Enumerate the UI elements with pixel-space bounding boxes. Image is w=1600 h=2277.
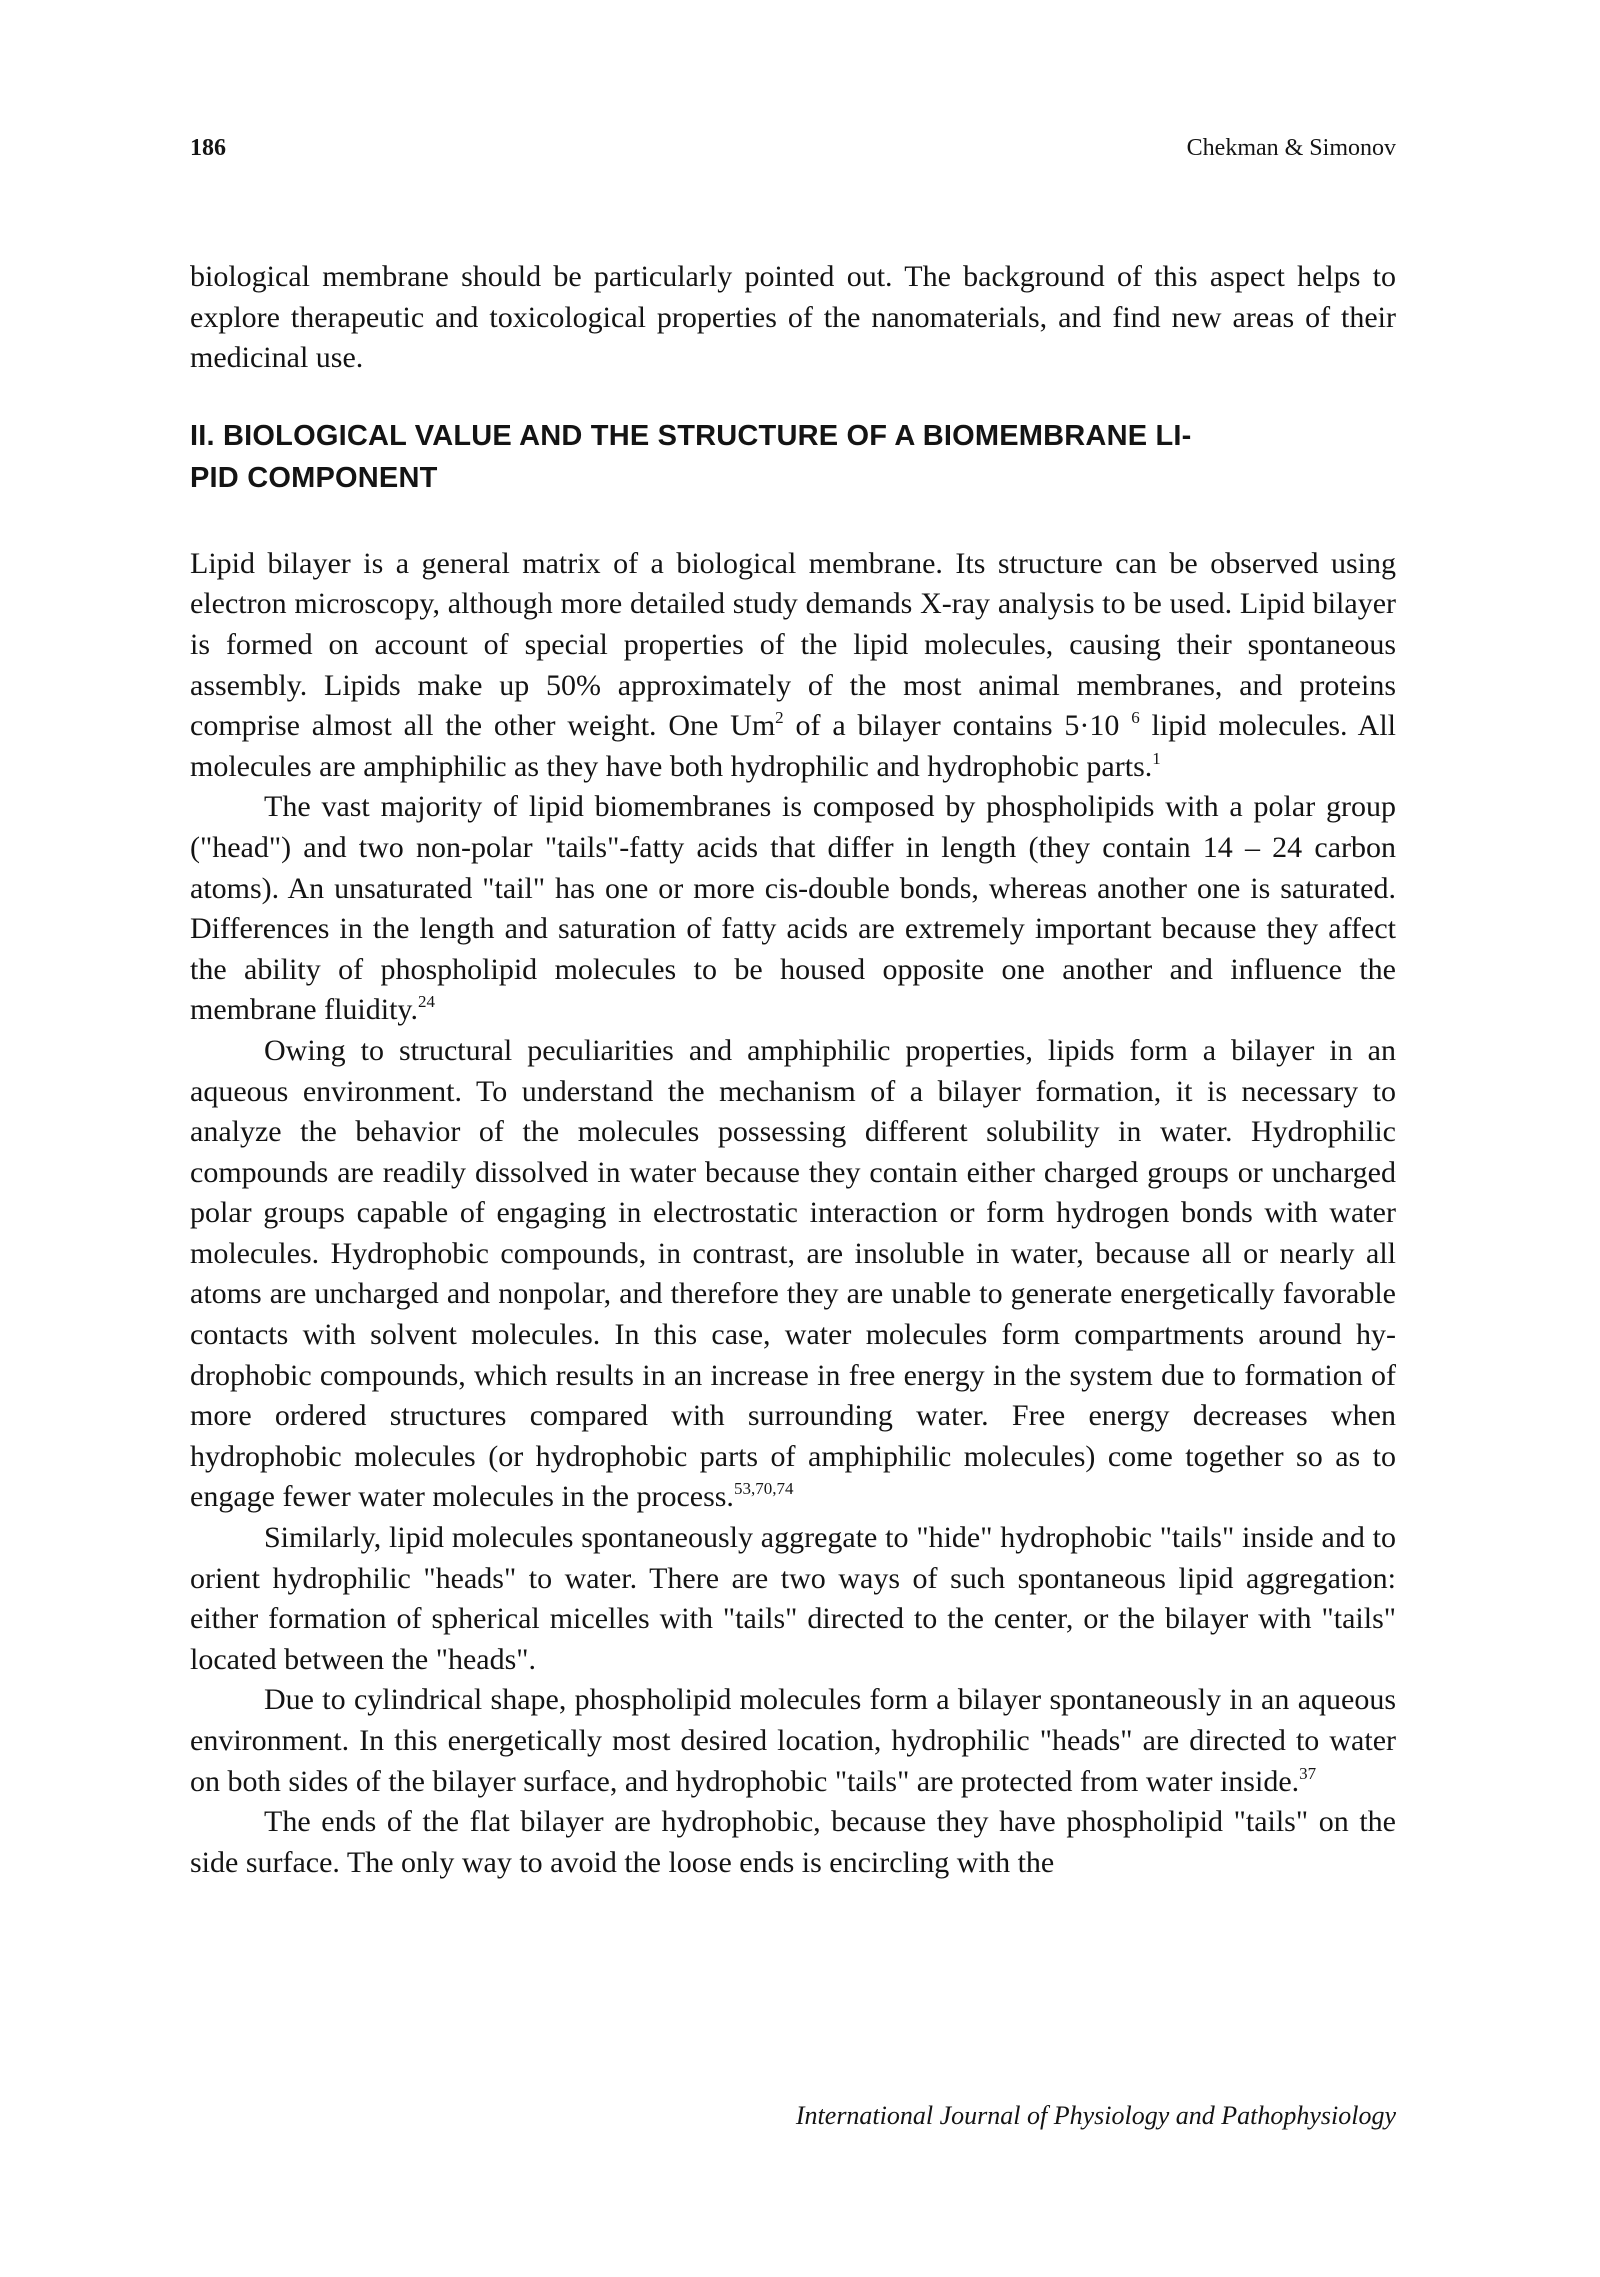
section-heading-line-1: II. BIOLOGICAL VALUE AND THE STRUCTURE OF A BIOMEMBRANE LI- [190, 419, 1192, 452]
paragraph-text: lipid molecules. All molecules are amphiphilic as they have both hydrophilic and hydrophobic parts. [190, 709, 1396, 783]
intro-paragraph: biological membrane should be particularly pointed out. The background of this aspect helps to explore therapeutic and toxicological properties of the nanomaterials, and find new areas of their medicinal use. [190, 260, 1396, 375]
running-header [190, 128, 1396, 168]
paragraph-text: Lipid bilayer is a general matrix of a biological membrane. Its structure can be observed using electron microscopy, although more detailed study demands X-ray analysis to be used. Lipid bilayer is formed on account of special properties of the lipid molecules, causing their spontaneous assembly. Lipids make up 50% approximately of the most animal membranes, and proteins comprise almost all the other weight. One Um [190, 546, 1396, 743]
paragraph-text: of a bilayer contains 5·10 [783, 709, 1132, 743]
paragraph-text: Due to cylindrical shape, phospholipid molecules form a bilayer spontaneously in an aqueous environment. In this energetically most desired location, hydrophilic "heads" are directed to water on both sides of the bilayer surface, and hydrophobic "tails" are protected from water inside. [190, 1683, 1396, 1798]
superscript-exponent: 6 [1131, 707, 1140, 727]
paragraph-text: Owing to structural peculiarities and amphiphilic properties, lipids form a bilayer in an aqueous environment. To understand the mechanism of a bilayer formation, it is necessary to analyze the behavior of the molecules possessing different solubility in water. Hydrophilic compounds are readily dissolved in water because they contain either charged groups or uncharged polar groups capable of engaging in electrostatic interaction or form hydrogen bonds with water molecules. Hydrophobic compounds, in contrast, are insoluble in water, because all or nearly all atoms are uncharged and nonpolar, and therefore they are unable to generate energetically favorable contacts with solvent molecules. In this case, water molecules form compartments around hydrophobic compounds, which results in an increase in free energy in the system due to formation of more ordered structures compared with surrounding water. Free energy decreases when hydrophobic molecules (or hydrophobic parts of amphiphilic molecules) come together so as to engage fewer water molecules in the process. [190, 1033, 1396, 1514]
section-heading [190, 415, 1396, 499]
superscript-exponent: 2 [775, 707, 784, 727]
article-body [190, 257, 1396, 1883]
paragraph-bilayer-formation [190, 1031, 1396, 1518]
section-heading-line-2: PID COMPONENT [190, 461, 438, 494]
paragraph-lipid-bilayer [190, 544, 1396, 788]
citation-ref: 24 [418, 992, 435, 1012]
paragraph-cylindrical-shape [190, 1680, 1396, 1802]
citation-ref: 53,70,74 [733, 1479, 794, 1499]
paragraph-aggregation: Similarly, lipid molecules spontaneously aggregate to "hide" hydrophobic "tails" inside and to orient hydrophilic "heads" to water. There are two ways of such spontaneous lipid aggregation: either formation of spherical micelles with "tails" directed to the center, or the bilayer with "tails" located between the "heads". [190, 1521, 1396, 1676]
citation-ref: 1 [1152, 748, 1161, 768]
running-title: Chekman & Simonov [1186, 135, 1396, 161]
citation-ref: 37 [1299, 1763, 1317, 1783]
paragraph-phospholipids [190, 787, 1396, 1031]
running-footer: International Journal of Physiology and Pathophysiology [795, 2101, 1396, 2130]
paragraph-flat-bilayer-ends: The ends of the flat bilayer are hydrophobic, because they have phospholipid "tails" on the side surface. The only way to avoid the loose ends is encircling with the [190, 1805, 1396, 1879]
page-number: 186 [190, 135, 226, 161]
paragraph-text: The vast majority of lipid biomembranes is composed by phospholipids with a polar group ("head") and two non-polar "tails"-fatty acids that differ in length (they contain 14 – 24 carbon atoms). An unsaturated "tail" has one or more cis-double bonds, whereas another one is saturated. Differences in the length and saturation of fatty acids are extremely important because they affect the ability of phospholipid molecules to be housed opposite one another and influence the membrane fluidity. [190, 790, 1396, 1027]
